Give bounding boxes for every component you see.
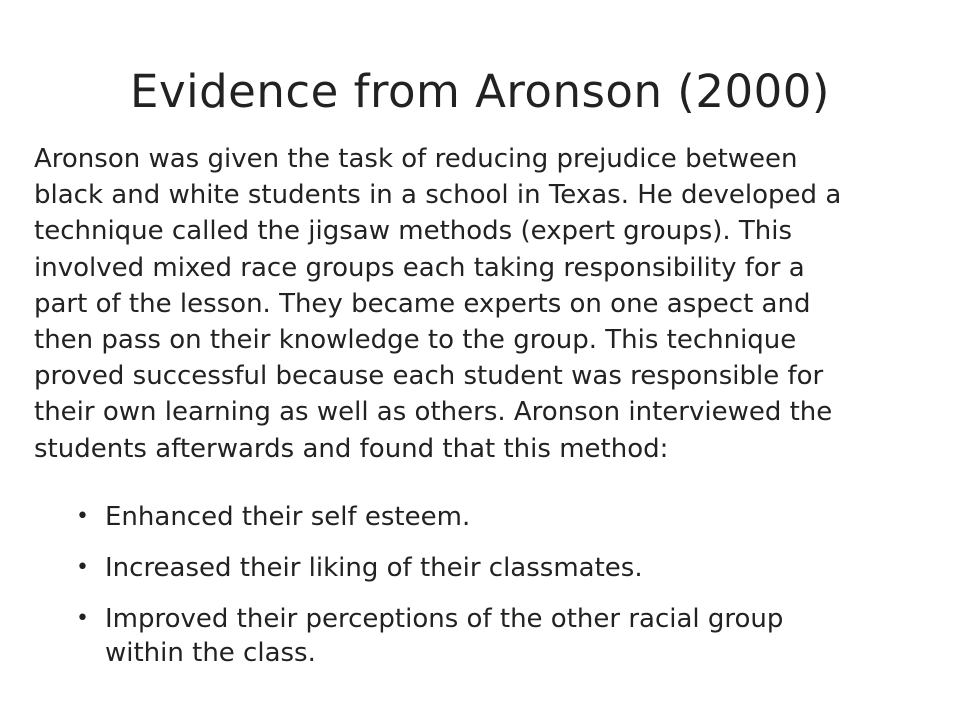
bullet-line: Improved their perceptions of the other racial group bbox=[105, 604, 784, 634]
paragraph-line: part of the lesson. They became experts on one aspect and bbox=[34, 288, 811, 319]
paragraph-line: their own learning as well as others. Aronson interviewed the bbox=[34, 397, 833, 428]
bullet-line: Enhanced their self esteem. bbox=[105, 502, 471, 532]
bullet-text bbox=[105, 551, 936, 585]
bullet-text bbox=[105, 500, 936, 534]
bullet-line: Increased their liking of their classmates. bbox=[105, 553, 643, 583]
bullet-text bbox=[105, 602, 936, 670]
paragraph-line: then pass on their knowledge to the group. This technique bbox=[34, 325, 797, 356]
bullet-item bbox=[76, 500, 936, 534]
paragraph-line: technique called the jigsaw methods (expert groups). This bbox=[34, 216, 793, 247]
bullet-item bbox=[76, 602, 936, 670]
bullet-dot-icon: • bbox=[76, 555, 89, 580]
bullet-list bbox=[76, 500, 936, 687]
bullet-dot-icon: • bbox=[76, 504, 89, 529]
bullet-line: within the class. bbox=[105, 638, 316, 668]
paragraph-line: black and white students in a school in Texas. He developed a bbox=[34, 180, 842, 211]
body-paragraph bbox=[34, 141, 934, 467]
paragraph-line: involved mixed race groups each taking responsibility for a bbox=[34, 252, 805, 283]
paragraph-line: Aronson was given the task of reducing prejudice between bbox=[34, 144, 798, 174]
bullet-dot-icon: • bbox=[76, 606, 89, 631]
paragraph-line: proved successful because each student was responsible for bbox=[34, 361, 824, 392]
paragraph-line: students afterwards and found that this method: bbox=[34, 433, 669, 464]
bullet-item bbox=[76, 551, 936, 585]
slide-title: Evidence from Aronson (2000) bbox=[130, 65, 830, 118]
